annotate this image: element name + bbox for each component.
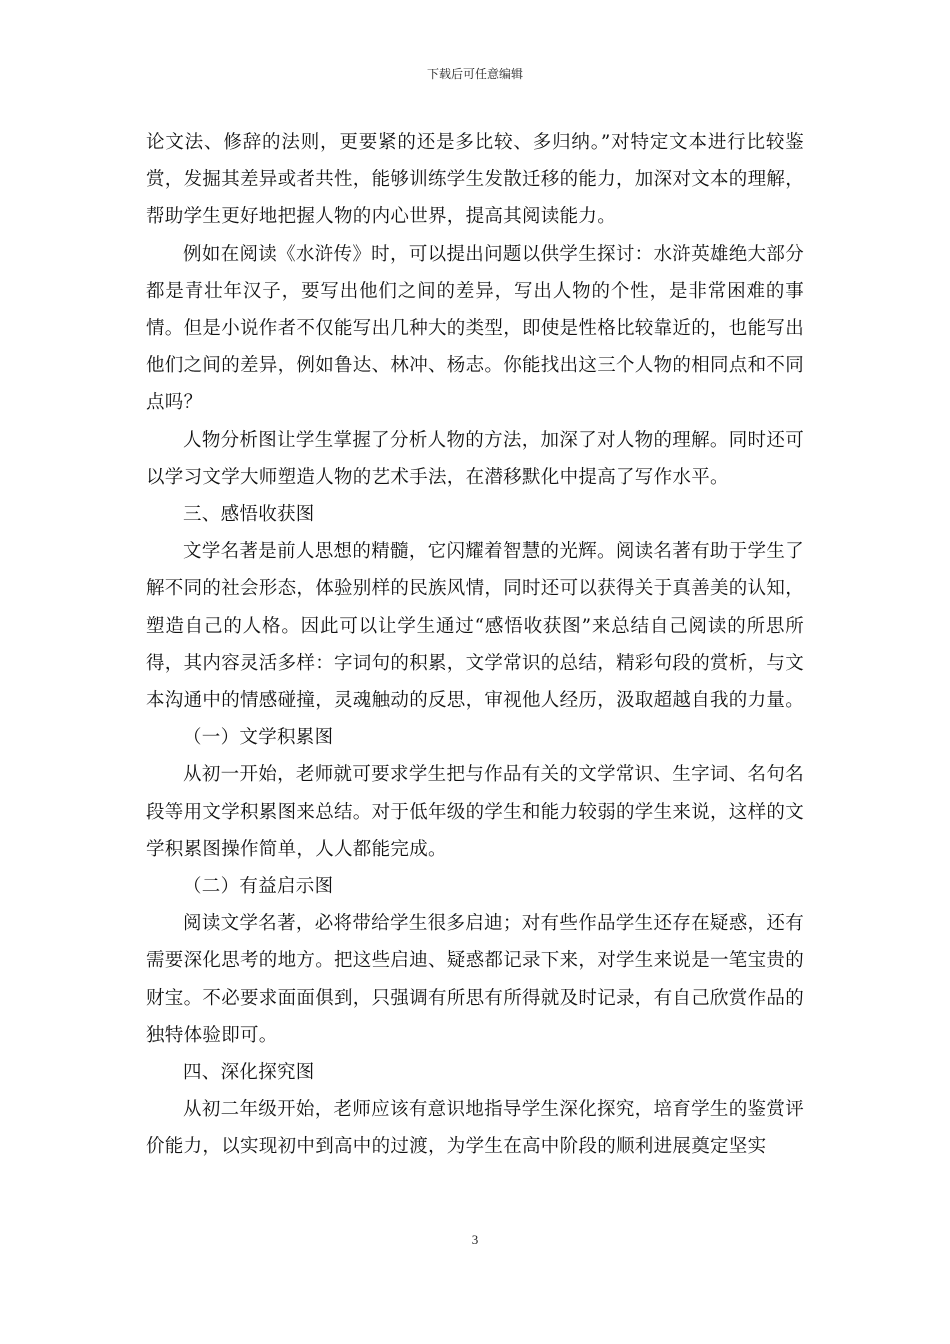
paragraph-5: 从初一开始，老师就可要求学生把与作品有关的文学常识、生字词、名句名段等用文学积累图来总结。对于低年级的学生和能力较弱的学生来说，这样的文学积累图操作简单，人人都能完成。 (146, 764, 805, 860)
paragraph-6: 阅读文学名著，必将带给学生很多启迪；对有些作品学生还存在疑惑，还有需要深化思考的地方。把这些启迪、疑惑都记录下来，对学生来说是一笔宝贵的财宝。不必要求面面俱到，只强调有所思有所得就及时记录，有自己欣赏作品的独特体验即可。 (146, 913, 805, 1046)
paragraph-7: 从初二年级开始，老师应该有意识地指导学生深化探究，培育学生的鉴赏评价能力，以实现初中到高中的过渡，为学生在高中阶段的顺利进展奠定坚实 (146, 1099, 804, 1158)
page-header: 下载后可任意编辑 (426, 67, 523, 81)
subsection-heading-2: （二）有益启示图 (183, 876, 334, 898)
subsection-heading-1: （一）文学积累图 (183, 727, 334, 749)
paragraph-4: 文学名著是前人思想的精髓，它闪耀着智慧的光辉。阅读名著有助于学生了解不同的社会形态，体验别样的民族风情，同时还可以获得关于真善美的认知，塑造自己的人格。因此可以让学生通过“感悟收获图”来总结自己阅读的所思所得，其内容灵活多样：字词句的积累，文学常识的总结，精彩句段的赏析，与文本沟通中的情感碰撞，灵魂触动的反思，审视他人经历，汲取超越自我的力量。 (146, 541, 805, 712)
page-number: 3 (471, 1232, 479, 1247)
paragraph-2: 例如在阅读《水浒传》时，可以提出问题以供学生探讨：水浒英雄绝大部分都是青壮年汉子，要写出他们之间的差异，写出人物的个性，是非常困难的事情。但是小说作者不仅能写出几种大的类型，即使是性格比较靠近的，也能写出他们之间的差异，例如鲁达、林冲、杨志。你能找出这三个人物的相同点和不同点吗？ (146, 243, 805, 414)
document-body (146, 124, 804, 1166)
paragraph-3: 人物分析图让学生掌握了分析人物的方法，加深了对人物的理解。同时还可以学习文学大师塑造人物的艺术手法，在潜移默化中提高了写作水平。 (146, 429, 804, 488)
section-heading-3: 三、感悟收获图 (183, 504, 315, 526)
section-heading-4: 四、深化探究图 (183, 1062, 315, 1084)
paragraph-1: 论文法、修辞的法则，更要紧的还是多比较、多归纳。”对特定文本进行比较鉴赏，发掘其差异或者共性，能够训练学生发散迁移的能力，加深对文本的理解，帮助学生更好地把握人物的内心世界，提高其阅读能力。 (146, 132, 805, 228)
